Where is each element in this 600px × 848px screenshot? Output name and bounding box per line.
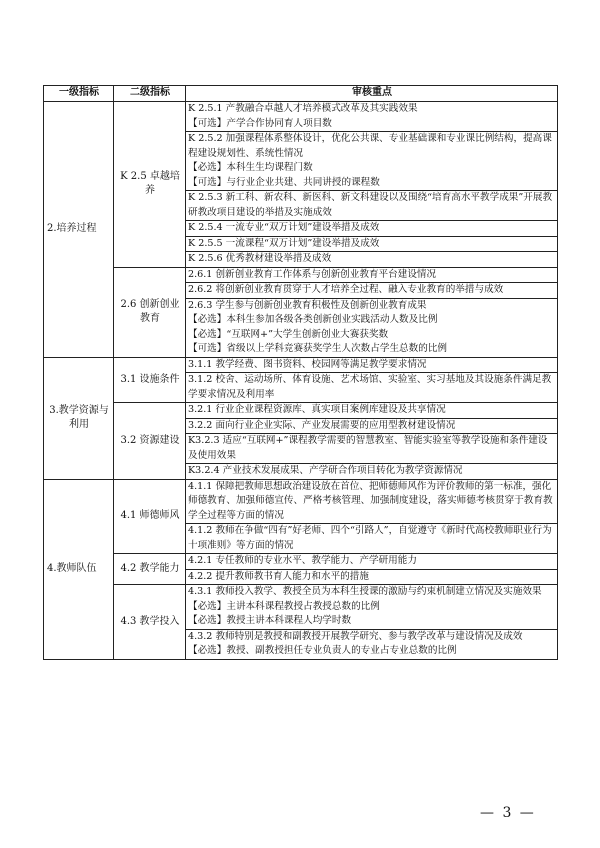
focus-line: 【必选】教授、副教授担任专业负责人的专业占专业总数的比例 (188, 645, 457, 656)
focus-line: K 2.5.2 加强课程体系整体设计，优化公共课、专业基础课和专业课比例结构，提高课程建设规划性、系统性情况 (188, 133, 552, 159)
focus-cell (186, 479, 558, 524)
review-table (43, 85, 558, 660)
focus-line: K 2.5.1 产教融合卓越人才培养模式改革及其实践效果 (188, 103, 418, 114)
focus-cell (186, 236, 558, 252)
focus-line: 【可选】与行业企业共建、共同讲授的课程数 (188, 176, 380, 188)
focus-line: 【必选】教授主讲本科课程人均学时数 (188, 615, 352, 626)
level2-cell: 4.3 教学投入 (114, 585, 186, 660)
header-level2: 二级指标 (114, 86, 186, 102)
level1-cell: 3.教学资源与利用 (44, 357, 114, 479)
focus-line: K 2.5.6 优秀教材建设举措及成效 (188, 253, 332, 264)
focus-line: 3.1.2 校舍、运动场所、体育设施、艺术场馆、实验室、实习基地及其设施条件满足教学要求情况及利用率 (188, 374, 552, 400)
focus-line: 3.2.2 面向行业企业实际、产业发展需要的应用型教材建设情况 (188, 419, 456, 431)
level2-cell: 3.2 资源建设 (114, 403, 186, 480)
focus-cell (186, 629, 558, 659)
focus-line: 【必选】“互联网+”大学生创新创业大赛获奖数 (188, 328, 389, 340)
focus-cell (186, 524, 558, 554)
focus-line: 2.6.3 学生参与创新创业教育积极性及创新创业教育成果 (188, 299, 427, 311)
focus-line: 3.1.1 教学经费、图书资料、校园网等满足教学要求情况 (188, 358, 427, 370)
focus-line: 4.3.2 教师特别是教授和副教授开展教学研究、参与教学改革与建设情况及成效 (188, 630, 523, 642)
focus-cell (186, 357, 558, 373)
level2-cell: 4.2 教学能力 (114, 554, 186, 585)
focus-line: 4.1.2 教师在争做“四有”好老师、四个“引路人”，自觉遵守《新时代高校教师职业行为十项准则》等方面的情况 (188, 525, 552, 551)
focus-cell (186, 585, 558, 630)
focus-cell (186, 569, 558, 585)
focus-line: 2.6.1 创新创业教育工作体系与创新创业教育平台建设情况 (188, 268, 437, 280)
focus-line: K 2.5.4 一流专业“双万计划”建设举措及成效 (188, 222, 380, 233)
focus-cell (186, 132, 558, 191)
focus-line: 4.2.2 提升教师教书育人能力和水平的措施 (188, 570, 369, 582)
table-row (44, 267, 558, 283)
header-focus: 审核重点 (186, 86, 558, 102)
focus-cell (186, 298, 558, 357)
focus-cell (186, 267, 558, 283)
focus-line: K 2.5.3 新工科、新农科、新医科、新文科建设以及围绕“培育高水平教学成果”开展教研教改项目建设的举措及实施成效 (188, 192, 553, 218)
table-header-row (44, 86, 558, 102)
table-row (44, 403, 558, 419)
focus-cell (186, 418, 558, 434)
level2-cell: K 2.5 卓越培养 (114, 102, 186, 268)
focus-line: 4.3.1 教师投入教学、教授全员为本科生授课的激励与约束机制建立情况及实施效果 (188, 586, 542, 597)
focus-cell (186, 373, 558, 403)
focus-cell (186, 191, 558, 221)
level2-cell: 3.1 设施条件 (114, 357, 186, 403)
focus-cell (186, 403, 558, 419)
focus-line: 【可选】省级以上学科竞赛获奖学生人次数占学生总数的比例 (188, 343, 448, 354)
focus-cell (186, 434, 558, 464)
header-level1: 一级指标 (44, 86, 114, 102)
focus-line: K3.2.4 产业技术发展成果、产学研合作项目转化为教学资源情况 (188, 465, 463, 476)
focus-line: 【可选】产学合作协同育人项目数 (188, 117, 332, 129)
table-row (44, 102, 558, 132)
table-row (44, 479, 558, 524)
level2-cell: 4.1 师德师风 (114, 479, 186, 554)
page-number: — 3 — (480, 805, 536, 821)
focus-line: K3.2.3 适应“互联网+”课程教学需要的智慧教室、智能实验室等教学设施和条件建设及使用效果 (188, 435, 548, 461)
focus-cell (186, 252, 558, 268)
level1-cell: 2.培养过程 (44, 102, 114, 358)
focus-cell (186, 221, 558, 237)
focus-line: K 2.5.5 一流课程“双万计划”建设举措及成效 (188, 237, 380, 249)
level2-cell: 2.6 创新创业教育 (114, 267, 186, 357)
focus-cell (186, 554, 558, 570)
focus-cell (186, 283, 558, 299)
focus-line: 【必选】本科生生均课程门数 (188, 162, 313, 173)
focus-cell (186, 464, 558, 480)
table-row (44, 585, 558, 630)
focus-line: 4.1.1 保障把教师思想政治建设放在首位、把师德师风作为评价教师的第一标准，强化师德教育、加强师德宣传、严格考核管理、加强制度建设，落实师德考核贯穿于教育教学全过程等方面的情况 (188, 480, 553, 521)
focus-line: 【必选】本科生参加各级各类创新创业实践活动人数及比例 (188, 314, 438, 325)
table-row (44, 554, 558, 570)
focus-line: 4.2.1 专任教师的专业水平、教学能力、产学研用能力 (188, 555, 417, 566)
focus-line: 【必选】主讲本科课程教授占教授总数的比例 (188, 600, 380, 612)
table-row (44, 357, 558, 373)
level1-cell: 4.教师队伍 (44, 479, 114, 659)
focus-cell (186, 102, 558, 132)
focus-line: 3.2.1 行业企业课程资源库、真实项目案例库建设及共享情况 (188, 404, 446, 415)
focus-line: 2.6.2 将创新创业教育贯穿于人才培养全过程、融入专业教育的举措与成效 (188, 284, 504, 295)
